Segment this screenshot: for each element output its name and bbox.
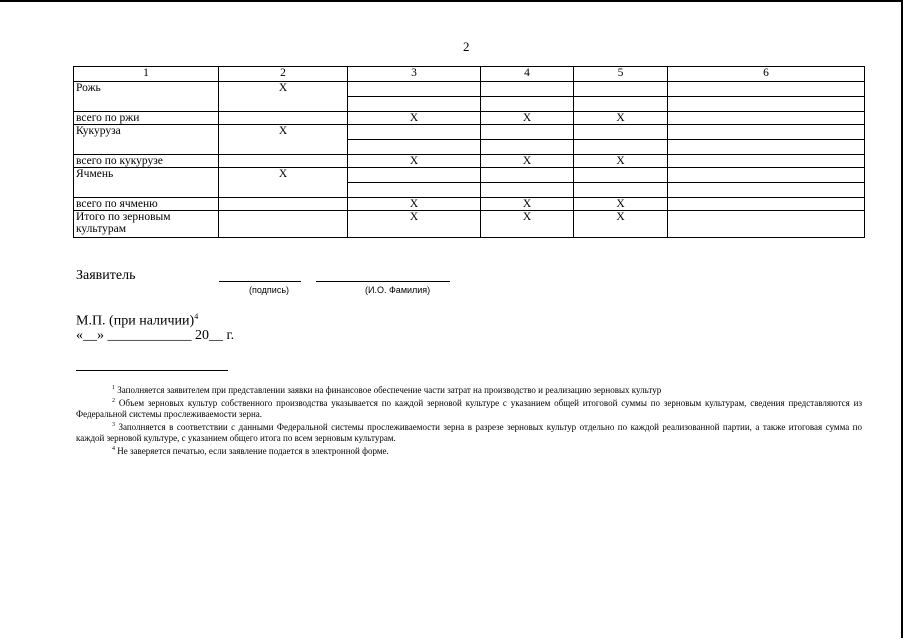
signature-line [219,281,301,282]
x-mark-cell: Х [348,198,481,211]
header-cell: 3 [348,67,481,82]
crop-name-cell: Ячмень [74,168,219,198]
total-label-cell: всего по кукурузе [74,155,219,168]
x-mark-cell: Х [481,211,574,238]
date-line: «__» ____________ 20__ г. [76,328,235,343]
footnote: $^2$ Объем зерновых культур собственного производства указывается по каждой зерновой культуре с указанием общей итоговой суммы по зерновым культурам, сведения представляются из Федеральной системы прослеживаемости зерна. [76,398,863,419]
total-label-cell: всего по ячменю [74,198,219,211]
x-mark-cell: Х [481,155,574,168]
x-mark-cell: Х [348,112,481,125]
header-cell: 4 [481,67,574,82]
footnotes [76,383,862,457]
x-mark-cell: Х [219,82,348,112]
x-mark-cell: Х [348,155,481,168]
table-row [74,112,865,125]
x-mark-cell: Х [219,125,348,155]
signature-caption: (подпись) [249,285,290,295]
applicant-label: Заявитель [76,268,136,283]
x-mark-cell: Х [574,112,668,125]
table-row [74,198,865,211]
x-mark-cell: Х [481,112,574,125]
stamp-label [76,312,198,330]
x-mark-cell: Х [481,198,574,211]
footnote: $^3$ Заполняется в соответствии с данными Федеральной системы прослеживаемости зерна в разрезе зерновых культур отдельно по каждой реализованной партии, а также итоговая сумма по каждой зерновой культуре, с указанием общего итога по всем зерновым культурам. [76,422,863,443]
table-row [74,82,865,97]
grand-total-label-cell: Итого по зерновым культурам [74,211,219,238]
table-row [74,155,865,168]
header-cell: 6 [668,67,865,82]
header-cell: 5 [574,67,668,82]
x-mark-cell: Х [219,168,348,198]
stamp-text: М.П. (при наличии) [76,313,195,329]
table-row [74,168,865,183]
footnote-separator [76,370,228,371]
header-cell: 2 [219,67,348,82]
footnote: $^1$ Заполняется заявителем при представлении заявки на финансовое обеспечение части затрат на производство и реализацию зерновых культур [112,385,662,395]
header-cell: 1 [74,67,219,82]
footnote: $^4$ Не заверяется печатью, если заявление подается в электронной форме. [112,446,389,456]
table-header-row [74,67,865,82]
page-number: 2 [463,39,470,54]
x-mark-cell: Х [574,155,668,168]
table-row [74,125,865,140]
x-mark-cell: Х [574,198,668,211]
total-label-cell: всего по ржи [74,112,219,125]
footnote-ref: 4 [194,312,199,321]
name-line [316,281,450,282]
name-caption: (И.О. Фамилия) [365,285,431,295]
crop-name-cell: Рожь [74,82,219,112]
x-mark-cell: Х [348,211,481,238]
crop-name-cell: Кукуруза [74,125,219,155]
table-row [74,211,865,238]
x-mark-cell: Х [574,211,668,238]
grain-table [73,66,865,238]
